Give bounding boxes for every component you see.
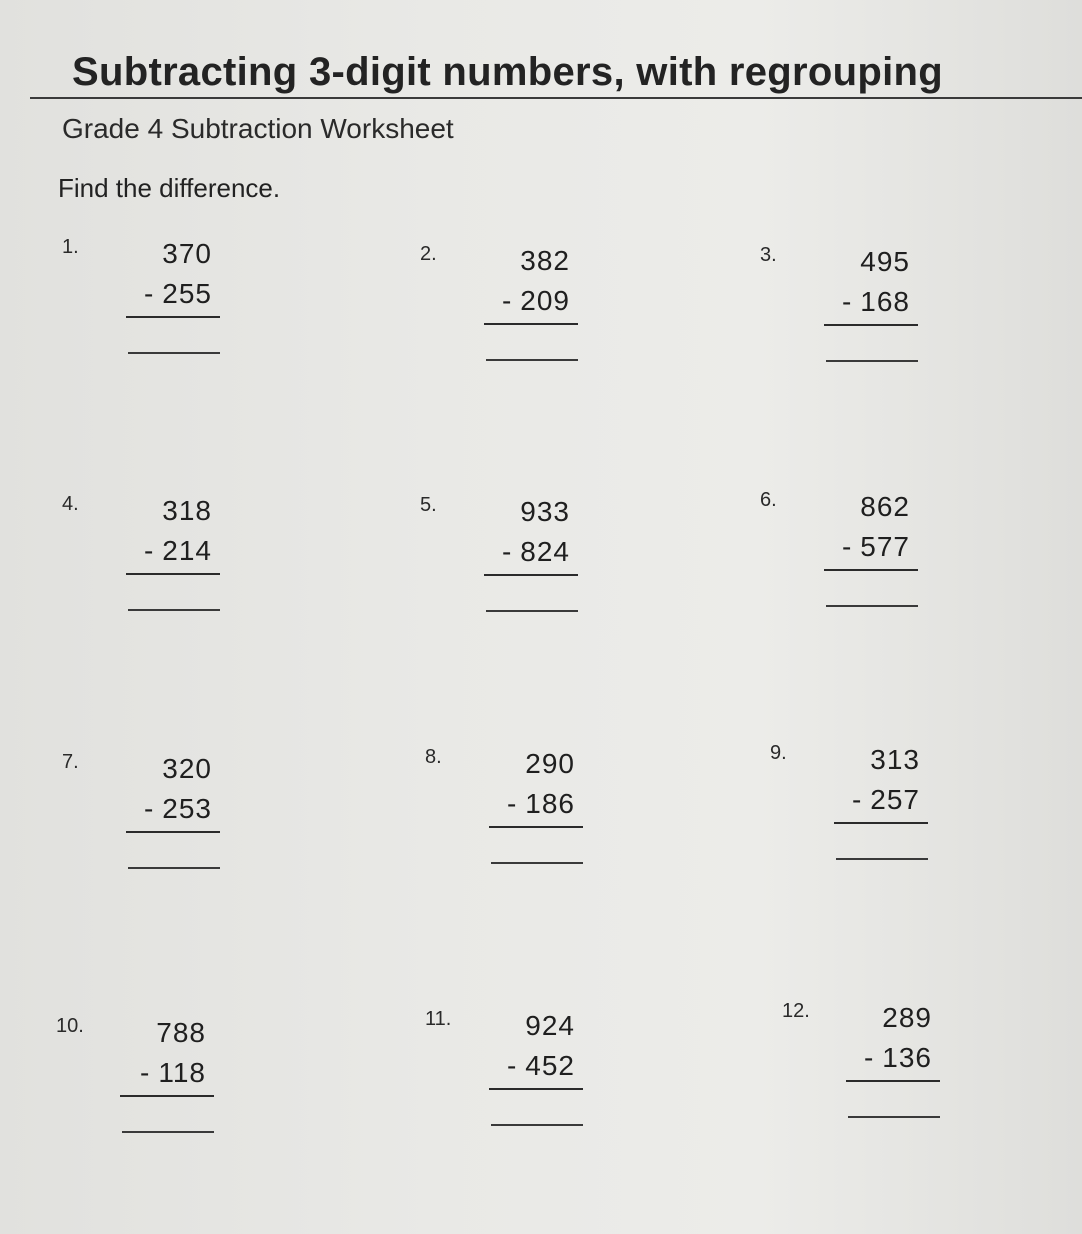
minus-sign: - (506, 1050, 518, 1081)
minuend: 289 (882, 1002, 932, 1033)
answer-blank[interactable] (826, 605, 918, 607)
minuend: 382 (520, 245, 570, 276)
subtrahend: 452 (525, 1050, 575, 1081)
worksheet-subtitle: Grade 4 Subtraction Worksheet (62, 113, 454, 144)
problem-number: 11. (425, 1008, 452, 1030)
minus-sign: - (863, 1042, 875, 1073)
problem-3 (760, 244, 910, 364)
subtrahend-row (507, 788, 575, 820)
minuend: 318 (162, 495, 212, 526)
sum-rule (846, 1080, 940, 1082)
minus-sign: - (143, 278, 155, 309)
problem-number: 6. (760, 489, 777, 511)
problem-9 (770, 742, 920, 862)
minus-sign: - (501, 536, 513, 567)
answer-blank[interactable] (486, 359, 578, 361)
title-underline (30, 97, 1082, 99)
subtrahend: 118 (158, 1057, 206, 1088)
problem-number: 9. (770, 742, 787, 764)
minus-sign: - (143, 535, 155, 566)
sum-rule (120, 1095, 214, 1097)
problem-number: 7. (62, 751, 79, 773)
instructions: Find the difference. (58, 173, 281, 203)
problem-number: 3. (760, 244, 777, 266)
problem-8 (425, 746, 575, 866)
problem-10 (56, 1015, 206, 1135)
answer-blank[interactable] (836, 858, 928, 860)
sum-rule (489, 1088, 583, 1090)
problem-5 (420, 494, 570, 614)
sum-rule (489, 826, 583, 828)
problem-number: 2. (420, 243, 437, 265)
subtrahend: 214 (162, 535, 212, 566)
subtrahend: 186 (525, 788, 575, 819)
worksheet-title: Subtracting 3-digit numbers, with regrouping (72, 50, 943, 94)
subtrahend-row (140, 1057, 206, 1089)
answer-blank[interactable] (122, 1131, 214, 1133)
subtrahend: 255 (162, 278, 212, 309)
minuend: 924 (525, 1010, 575, 1041)
sum-rule (834, 822, 928, 824)
minuend: 933 (520, 496, 570, 527)
minuend: 370 (162, 238, 212, 269)
subtrahend-row (864, 1042, 932, 1074)
minus-sign: - (841, 531, 853, 562)
subtrahend-row (502, 285, 570, 317)
answer-blank[interactable] (491, 862, 583, 864)
subtrahend-row (842, 286, 910, 318)
subtrahend: 257 (870, 784, 920, 815)
problem-number: 8. (425, 746, 442, 768)
problem-number: 4. (62, 493, 79, 515)
answer-blank[interactable] (128, 609, 220, 611)
answer-blank[interactable] (486, 610, 578, 612)
minuend: 862 (860, 491, 910, 522)
subtrahend-row (144, 793, 212, 825)
sum-rule (484, 323, 578, 325)
problem-11 (425, 1008, 575, 1128)
problem-1 (62, 236, 212, 356)
subtrahend-row (507, 1050, 575, 1082)
answer-blank[interactable] (128, 867, 220, 869)
minuend: 788 (156, 1017, 206, 1048)
subtrahend-row (144, 535, 212, 567)
answer-blank[interactable] (848, 1116, 940, 1118)
subtrahend-row (144, 278, 212, 310)
problem-number: 5. (420, 494, 437, 516)
problem-12 (782, 1000, 932, 1120)
minus-sign: - (506, 788, 518, 819)
sum-rule (126, 831, 220, 833)
subtrahend-row (842, 531, 910, 563)
problem-number: 1. (62, 236, 79, 258)
sum-rule (824, 569, 918, 571)
minus-sign: - (851, 784, 863, 815)
problem-2 (420, 243, 570, 363)
sum-rule (126, 573, 220, 575)
subtrahend-row (502, 536, 570, 568)
subtrahend: 824 (520, 536, 570, 567)
subtrahend: 168 (860, 286, 910, 317)
minuend: 320 (162, 753, 212, 784)
minus-sign: - (841, 286, 853, 317)
answer-blank[interactable] (826, 360, 918, 362)
minus-sign: - (140, 1057, 151, 1088)
minuend: 313 (870, 744, 920, 775)
sum-rule (484, 574, 578, 576)
answer-blank[interactable] (128, 352, 220, 354)
problem-number: 12. (782, 1000, 810, 1022)
minuend: 290 (525, 748, 575, 779)
subtrahend: 136 (882, 1042, 932, 1073)
sum-rule (824, 324, 918, 326)
problem-6 (760, 489, 910, 609)
minuend: 495 (860, 246, 910, 277)
subtrahend: 253 (162, 793, 212, 824)
subtrahend-row (852, 784, 920, 816)
subtrahend: 209 (520, 285, 570, 316)
subtrahend: 577 (860, 531, 910, 562)
answer-blank[interactable] (491, 1124, 583, 1126)
problem-7 (62, 751, 212, 871)
problem-4 (62, 493, 212, 613)
minus-sign: - (143, 793, 155, 824)
problem-number: 10. (56, 1015, 84, 1037)
minus-sign: - (501, 285, 513, 316)
sum-rule (126, 316, 220, 318)
